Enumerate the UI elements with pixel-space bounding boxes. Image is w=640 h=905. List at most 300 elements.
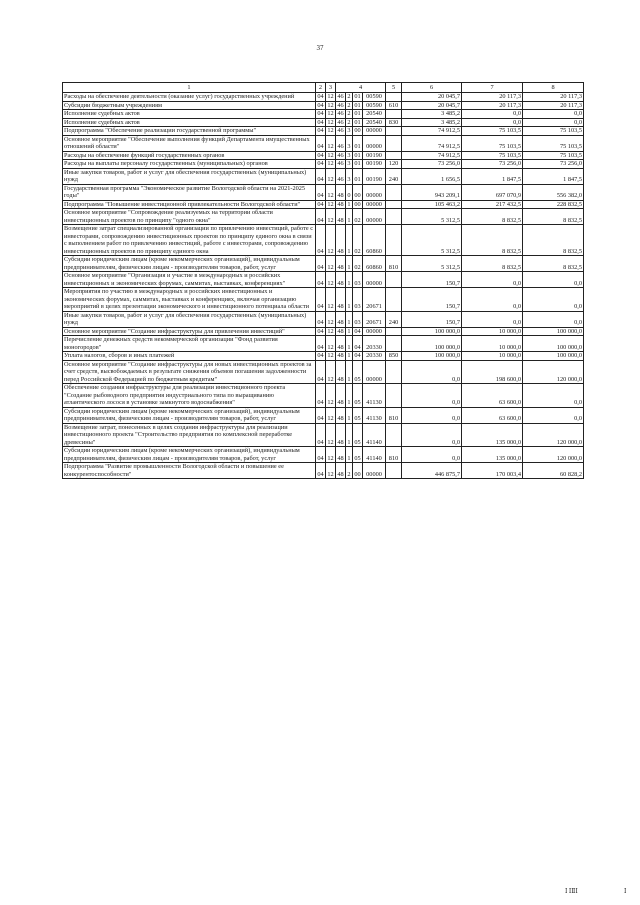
code-cell: 46: [337, 93, 344, 100]
code-cell: 05: [353, 423, 363, 447]
code-cell: 1: [347, 200, 351, 208]
code-cell: 60860: [363, 225, 386, 256]
table-row: [63, 184, 584, 200]
amount-cell: 3 485,2: [402, 118, 462, 127]
code-cell: 00000: [363, 272, 386, 288]
code-cell: 12: [326, 225, 336, 256]
row-name-cell: Основное мероприятие "Сопровождение реализуемых на территории области инвестиционных проектов по принципу "одного окна": [63, 209, 316, 225]
amount-cell: 75 103,5: [523, 127, 584, 136]
amount-cell: 63 600,0: [462, 384, 523, 408]
amount-cell: 0,0: [462, 118, 523, 127]
amount-cell: 75 103,5: [523, 135, 584, 151]
code-cell: 1: [346, 423, 353, 447]
code-cell: 1: [346, 256, 353, 272]
code-cell: 3: [346, 135, 353, 151]
code-cell: 2: [347, 110, 351, 117]
row-name-cell: Субсидии бюджетным учреждениям: [63, 101, 316, 110]
code-cell: 1: [346, 447, 353, 463]
code-cell: [386, 200, 402, 209]
amount-cell: 0,0: [402, 384, 462, 408]
amount-cell: 75 103,5: [462, 151, 523, 160]
code-cell: 04: [317, 151, 324, 159]
code-cell: 01: [354, 151, 361, 159]
table-row: [63, 110, 584, 119]
table-row: [63, 336, 584, 352]
amount-cell: 5 312,5: [402, 256, 462, 272]
code-cell: 850: [386, 352, 402, 361]
code-cell: [386, 184, 402, 200]
code-cell: 1: [347, 352, 351, 359]
amount-cell: 943 209,1: [402, 184, 462, 200]
code-cell: 41130: [363, 407, 386, 423]
amount-cell: 100 000,0: [523, 352, 584, 361]
code-cell: [386, 93, 402, 102]
row-name-cell: Возмещение затрат специализированной организации по привлечению инвестиций, работе с инвесторами, сопровождению инвестиционных проектов по принципу единого окна в связи с выполнением работ по привлечению инвестиций, работе с инвесторами, сопровождению инвестиционных проектов по принципу единого окна: [63, 225, 316, 256]
code-cell: [386, 151, 402, 160]
code-cell: 48: [336, 311, 346, 327]
amount-cell: 0,0: [523, 118, 584, 127]
header-cell: 4: [336, 83, 386, 93]
amount-cell: 0,0: [462, 311, 523, 327]
amount-cell: 0,0: [462, 288, 523, 312]
code-cell: 02: [353, 209, 363, 225]
footer-mark: Ⅰ: [624, 889, 627, 895]
code-cell: [386, 135, 402, 151]
code-cell: [386, 272, 402, 288]
code-cell: 04: [316, 463, 326, 479]
code-cell: 48: [337, 200, 344, 208]
code-cell: 810: [386, 256, 402, 272]
amount-cell: 73 256,0: [523, 160, 584, 169]
code-cell: 04: [316, 384, 326, 408]
table-row: [63, 160, 584, 169]
code-cell: 48: [336, 272, 346, 288]
amount-cell: 75 103,5: [523, 151, 584, 160]
table-row: [63, 311, 584, 327]
code-cell: 00000: [363, 463, 386, 479]
code-cell: 12: [326, 384, 336, 408]
table-row: [63, 168, 584, 184]
code-cell: 0: [346, 184, 353, 200]
budget-table: [62, 82, 584, 479]
code-cell: 810: [386, 447, 402, 463]
table-header-row: [63, 83, 584, 93]
amount-cell: 0,0: [462, 110, 523, 119]
amount-cell: 20 045,7: [402, 93, 462, 102]
code-cell: 04: [354, 352, 361, 359]
code-cell: 04: [316, 256, 326, 272]
code-cell: 12: [326, 447, 336, 463]
code-cell: 04: [354, 327, 361, 335]
code-cell: [386, 209, 402, 225]
amount-cell: 0,0: [462, 272, 523, 288]
code-cell: 46: [337, 151, 344, 159]
table-body: [63, 93, 584, 479]
code-cell: 01: [354, 93, 361, 100]
code-cell: 48: [336, 256, 346, 272]
code-cell: 04: [353, 336, 363, 352]
page-number: 37: [316, 44, 324, 52]
table-row: [63, 101, 584, 110]
code-cell: 04: [317, 118, 324, 126]
code-cell: 12: [326, 168, 336, 184]
code-cell: 03: [353, 272, 363, 288]
row-name-cell: Подпрограмма "Обеспечение реализации государственной программы": [63, 127, 316, 136]
amount-cell: 74 912,5: [402, 127, 462, 136]
amount-cell: 0,0: [523, 311, 584, 327]
code-cell: 12: [327, 118, 334, 126]
amount-cell: 150,7: [402, 272, 462, 288]
code-cell: 810: [386, 407, 402, 423]
header-cell: 6: [402, 83, 462, 93]
code-cell: 03: [353, 311, 363, 327]
row-name-cell: Исполнение судебных актов: [63, 110, 316, 119]
code-cell: 1: [347, 327, 351, 335]
code-cell: 00: [354, 200, 361, 208]
code-cell: 02: [353, 256, 363, 272]
table-row: [63, 272, 584, 288]
code-cell: 04: [317, 101, 324, 109]
amount-cell: 0,0: [523, 272, 584, 288]
code-cell: 01: [354, 101, 361, 109]
code-cell: 20330: [363, 336, 386, 352]
code-cell: 610: [386, 101, 402, 110]
code-cell: 12: [326, 135, 336, 151]
amount-cell: 73 256,0: [462, 160, 523, 169]
code-cell: 04: [316, 336, 326, 352]
code-cell: 48: [336, 463, 346, 479]
code-cell: [386, 336, 402, 352]
code-cell: 12: [327, 352, 334, 359]
code-cell: 12: [327, 327, 334, 335]
code-cell: 48: [336, 360, 346, 384]
amount-cell: 100 000,0: [402, 352, 462, 361]
row-name-cell: Иные закупки товаров, работ и услуг для обеспечения государственных (муниципальных) нужд: [63, 311, 316, 327]
code-cell: 46: [337, 127, 344, 134]
code-cell: 3: [347, 127, 351, 134]
code-cell: 1: [346, 225, 353, 256]
table-row: [63, 288, 584, 312]
amount-cell: 150,7: [402, 311, 462, 327]
code-cell: 41140: [363, 447, 386, 463]
code-cell: 48: [336, 288, 346, 312]
table-row: [63, 209, 584, 225]
code-cell: 20671: [363, 288, 386, 312]
table-row: [63, 135, 584, 151]
table-row: [63, 423, 584, 447]
amount-cell: 10 000,0: [462, 327, 523, 336]
amount-cell: 10 000,0: [462, 352, 523, 361]
header-cell: 3: [326, 83, 336, 93]
code-cell: 20540: [363, 118, 386, 127]
row-name-cell: Субсидии юридическим лицам (кроме некоммерческих организаций), индивидуальным предпринимателям, физическим лицам - производителям товаров, работ, услуг: [63, 407, 316, 423]
amount-cell: 1 847,5: [462, 168, 523, 184]
amount-cell: 100 000,0: [402, 336, 462, 352]
code-cell: 00000: [363, 127, 386, 136]
row-name-cell: Исполнение судебных актов: [63, 118, 316, 127]
amount-cell: 74 912,5: [402, 151, 462, 160]
amount-cell: 8 832,5: [462, 209, 523, 225]
amount-cell: 556 382,0: [523, 184, 584, 200]
amount-cell: 20 117,3: [462, 101, 523, 110]
code-cell: 46: [336, 168, 346, 184]
code-cell: [386, 127, 402, 136]
code-cell: 2: [347, 118, 351, 126]
amount-cell: 0,0: [523, 288, 584, 312]
code-cell: 04: [316, 407, 326, 423]
amount-cell: 120 000,0: [523, 360, 584, 384]
row-name-cell: Государственная программа "Экономическое развитие Вологодской области на 2021-2025 годы": [63, 184, 316, 200]
amount-cell: 8 832,5: [523, 209, 584, 225]
amount-cell: 20 117,3: [523, 93, 584, 102]
table-row: [63, 151, 584, 160]
code-cell: 12: [326, 463, 336, 479]
amount-cell: 8 832,5: [523, 256, 584, 272]
row-name-cell: Иные закупки товаров, работ и услуг для обеспечения государственных (муниципальных) нужд: [63, 168, 316, 184]
row-name-cell: Основное мероприятие "Создание инфраструктуры для новых инвестиционных проектов за счет средств, высвобождаемых в результате снижения объемов погашения задолженности перед Российской Федерацией по бюджетным кредитам": [63, 360, 316, 384]
amount-cell: 217 432,5: [462, 200, 523, 209]
amount-cell: 0,0: [402, 360, 462, 384]
row-name-cell: Возмещение затрат, понесенных в целях создания инфраструктуры для реализации инвестиционного проекта "Строительство предприятия по комплексной переработке древесины": [63, 423, 316, 447]
code-cell: 04: [316, 360, 326, 384]
code-cell: 2: [347, 101, 351, 109]
code-cell: [386, 110, 402, 119]
code-cell: 04: [317, 110, 324, 117]
code-cell: 12: [327, 93, 334, 100]
code-cell: 12: [326, 407, 336, 423]
amount-cell: 5 312,5: [402, 225, 462, 256]
table-row: [63, 127, 584, 136]
code-cell: 04: [316, 272, 326, 288]
amount-cell: 8 832,5: [462, 256, 523, 272]
code-cell: 48: [336, 209, 346, 225]
header-cell: 7: [462, 83, 523, 93]
code-cell: [386, 423, 402, 447]
code-cell: 04: [317, 160, 324, 167]
code-cell: 41130: [363, 384, 386, 408]
code-cell: 240: [386, 168, 402, 184]
code-cell: 01: [354, 110, 361, 117]
code-cell: 00000: [363, 360, 386, 384]
code-cell: 04: [316, 288, 326, 312]
code-cell: 01: [354, 160, 361, 167]
code-cell: 12: [326, 209, 336, 225]
code-cell: 00000: [363, 327, 386, 336]
code-cell: 1: [346, 336, 353, 352]
row-name-cell: Основное мероприятие "Создание инфраструктуры для привлечения инвестиций": [63, 327, 316, 336]
code-cell: 00000: [363, 209, 386, 225]
code-cell: 3: [347, 160, 351, 167]
amount-cell: 0,0: [402, 407, 462, 423]
amount-cell: 100 000,0: [402, 327, 462, 336]
code-cell: 04: [316, 423, 326, 447]
code-cell: 12: [326, 360, 336, 384]
row-name-cell: Расходы на выплаты персоналу государственных (муниципальных) органов: [63, 160, 316, 169]
amount-cell: 150,7: [402, 288, 462, 312]
code-cell: 1: [346, 384, 353, 408]
code-cell: 830: [386, 118, 402, 127]
code-cell: 00000: [363, 184, 386, 200]
code-cell: 04: [316, 311, 326, 327]
code-cell: 12: [327, 200, 334, 208]
table-row: [63, 384, 584, 408]
code-cell: 00590: [363, 93, 386, 102]
code-cell: [386, 360, 402, 384]
table-row: [63, 463, 584, 479]
row-name-cell: Подпрограмма "Развитие промышленности Вологодской области и повышение ее конкурентоспособности": [63, 463, 316, 479]
row-name-cell: Субсидии юридическим лицам (кроме некоммерческих организаций), индивидуальным предпринимателям, физическим лицам - производителям товаров, работ, услуг: [63, 256, 316, 272]
code-cell: 240: [386, 311, 402, 327]
amount-cell: 0,0: [523, 384, 584, 408]
code-cell: 48: [336, 407, 346, 423]
code-cell: 46: [336, 135, 346, 151]
code-cell: 48: [336, 423, 346, 447]
header-cell: 8: [523, 83, 584, 93]
code-cell: 12: [326, 423, 336, 447]
code-cell: 00190: [363, 168, 386, 184]
amount-cell: 75 103,5: [462, 127, 523, 136]
code-cell: 1: [346, 209, 353, 225]
code-cell: 04: [317, 127, 324, 134]
amount-cell: 198 600,0: [462, 360, 523, 384]
code-cell: 12: [327, 101, 334, 109]
code-cell: 12: [326, 256, 336, 272]
amount-cell: 170 003,4: [462, 463, 523, 479]
code-cell: 12: [326, 336, 336, 352]
code-cell: 01: [353, 168, 363, 184]
amount-cell: 0,0: [402, 447, 462, 463]
amount-cell: 0,0: [523, 407, 584, 423]
code-cell: 12: [327, 160, 334, 167]
code-cell: [386, 225, 402, 256]
code-cell: [386, 288, 402, 312]
code-cell: 48: [336, 336, 346, 352]
code-cell: 04: [316, 209, 326, 225]
amount-cell: 73 256,0: [402, 160, 462, 169]
amount-cell: 20 117,3: [523, 101, 584, 110]
header-cell: 1: [63, 83, 316, 93]
table-row: [63, 118, 584, 127]
code-cell: 00: [354, 127, 361, 134]
code-cell: 00590: [363, 101, 386, 110]
amount-cell: 75 103,5: [462, 135, 523, 151]
code-cell: 48: [336, 225, 346, 256]
code-cell: 04: [317, 93, 324, 100]
code-cell: 3: [347, 151, 351, 159]
amount-cell: 60 828,2: [523, 463, 584, 479]
amount-cell: 8 832,5: [462, 225, 523, 256]
code-cell: 05: [353, 360, 363, 384]
table-row: [63, 200, 584, 209]
code-cell: 48: [336, 184, 346, 200]
amount-cell: 120 000,0: [523, 423, 584, 447]
code-cell: [386, 463, 402, 479]
amount-cell: 697 070,9: [462, 184, 523, 200]
amount-cell: 5 312,5: [402, 209, 462, 225]
amount-cell: 74 912,5: [402, 135, 462, 151]
amount-cell: 100 000,0: [523, 327, 584, 336]
amount-cell: 8 832,5: [523, 225, 584, 256]
code-cell: [386, 327, 402, 336]
code-cell: 00: [353, 463, 363, 479]
code-cell: 05: [353, 447, 363, 463]
row-name-cell: Основное мероприятие "Организация и участие в международных и российских инвестиционных и экономических форумах, саммитах, выставках, конференциях": [63, 272, 316, 288]
code-cell: 00190: [363, 151, 386, 160]
amount-cell: 1 656,5: [402, 168, 462, 184]
code-cell: 48: [337, 327, 344, 335]
row-name-cell: Основное мероприятие "Обеспечение выполнения функций Департамента имущественных отношений области": [63, 135, 316, 151]
code-cell: 12: [326, 272, 336, 288]
table-row: [63, 352, 584, 361]
code-cell: 12: [327, 110, 334, 117]
code-cell: 2: [346, 463, 353, 479]
table-row: [63, 447, 584, 463]
code-cell: 04: [316, 184, 326, 200]
code-cell: 1: [346, 407, 353, 423]
row-name-cell: Обеспечение создания инфраструктуры для реализации инвестиционного проекта "Создание рыбоводного предприятия индустриального типа по выращиванию атлантического лосося в установке замкнутого водоснабжения": [63, 384, 316, 408]
table-row: [63, 256, 584, 272]
row-name-cell: Подпрограмма "Повышение инвестиционной привлекательности Вологодской области": [63, 200, 316, 209]
amount-cell: 135 000,0: [462, 447, 523, 463]
code-cell: 01: [354, 118, 361, 126]
amount-cell: 105 463,2: [402, 200, 462, 209]
code-cell: 03: [353, 288, 363, 312]
code-cell: 1: [346, 288, 353, 312]
row-name-cell: Расходы на обеспечение деятельности (оказание услуг) государственных учреждений: [63, 93, 316, 102]
code-cell: 04: [316, 168, 326, 184]
code-cell: 12: [327, 151, 334, 159]
code-cell: 48: [336, 384, 346, 408]
code-cell: 04: [316, 447, 326, 463]
code-cell: 12: [326, 288, 336, 312]
amount-cell: 10 000,0: [462, 336, 523, 352]
row-name-cell: Расходы на обеспечение функций государственных органов: [63, 151, 316, 160]
code-cell: [386, 384, 402, 408]
code-cell: 04: [316, 225, 326, 256]
table-row: [63, 407, 584, 423]
row-name-cell: Уплата налогов, сборов и иных платежей: [63, 352, 316, 361]
code-cell: 1: [346, 360, 353, 384]
code-cell: 00000: [363, 200, 386, 209]
table-row: [63, 93, 584, 102]
amount-cell: 0,0: [523, 110, 584, 119]
table-row: [63, 225, 584, 256]
amount-cell: 0,0: [402, 423, 462, 447]
code-cell: 04: [317, 352, 324, 359]
amount-cell: 3 485,2: [402, 110, 462, 119]
code-cell: 12: [327, 127, 334, 134]
code-cell: 46: [337, 101, 344, 109]
amount-cell: 20 117,3: [462, 93, 523, 102]
footer-mark: Ⅰ ⅠⅡⅠ: [565, 889, 578, 895]
amount-cell: 228 832,5: [523, 200, 584, 209]
code-cell: 1: [346, 272, 353, 288]
code-cell: 48: [337, 352, 344, 359]
amount-cell: 1 847,5: [523, 168, 584, 184]
amount-cell: 120 000,0: [523, 447, 584, 463]
code-cell: 46: [337, 110, 344, 117]
code-cell: 05: [353, 407, 363, 423]
row-name-cell: Перечисление денежных средств некоммерческой организации "Фонд развития моногородов": [63, 336, 316, 352]
row-name-cell: Субсидии юридическим лицам (кроме некоммерческих организаций), индивидуальным предпринимателям, физическим лицам - производителям товаров, работ, услуг: [63, 447, 316, 463]
code-cell: 60860: [363, 256, 386, 272]
row-name-cell: Мероприятия по участию в международных и российских инвестиционных и экономических форумах, саммитах, выставках и конференциях, включая организацию мероприятий в целях презентации экономического и инвестиционного потенциала области: [63, 288, 316, 312]
code-cell: 20330: [363, 352, 386, 361]
header-cell: 5: [386, 83, 402, 93]
code-cell: 20671: [363, 311, 386, 327]
code-cell: 04: [317, 327, 324, 335]
amount-cell: 135 000,0: [462, 423, 523, 447]
